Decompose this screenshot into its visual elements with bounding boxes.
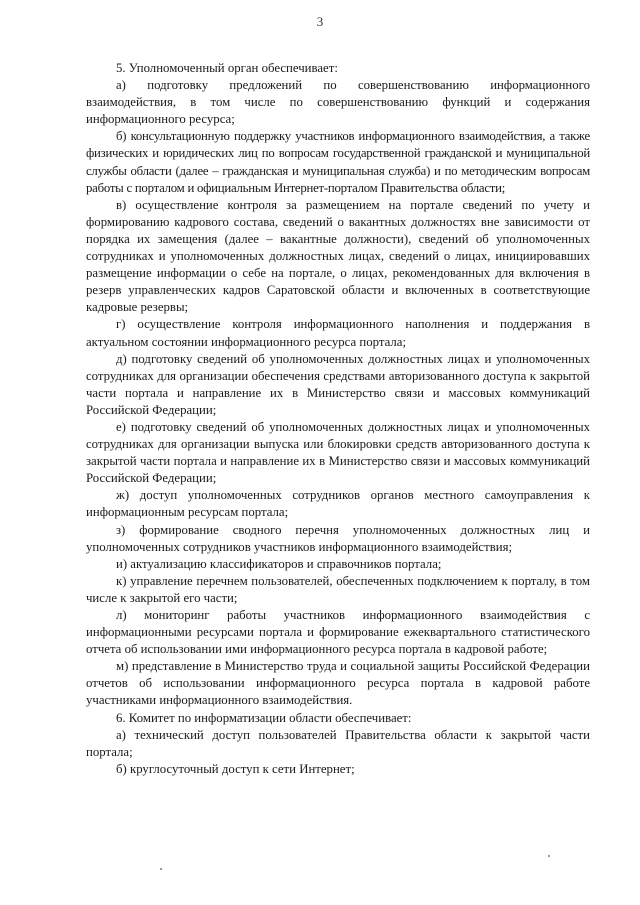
paragraph-6-heading: 6. Комитет по информатизации области обеспечивает: bbox=[116, 710, 412, 725]
paragraph-5l: л) мониторинг работы участников информационного взаимодействия с информационными ресурсами портала и формирование ежеквартального статистического отчета об использовании ими информационного ресурса портала в кадровой работе; bbox=[86, 608, 590, 657]
paragraph-6a: а) технический доступ пользователей Правительства области к закрытой части портала; bbox=[86, 727, 590, 759]
page-number: 3 bbox=[316, 14, 324, 29]
paragraph-5m: м) представление в Министерство труда и социальной защиты Российской Федерации отчетов об использовании информационного ресурса портала в кадровой работе участниками информационного взаимодействия. bbox=[86, 659, 590, 708]
paragraph-5i: и) актуализацию классификаторов и справочников портала; bbox=[116, 556, 442, 571]
scan-speck bbox=[160, 868, 162, 870]
paragraph-5-heading: 5. Уполномоченный орган обеспечивает: bbox=[116, 61, 338, 75]
paragraph-5k: к) управление перечнем пользователей, обеспеченных подключением к порталу, в том числе к закрытой его части; bbox=[86, 573, 590, 605]
paragraph-5e: е) подготовку сведений об уполномоченных должностных лицах и уполномоченных сотрудниках для организации выпуска или блокировки средств авторизованного доступа к закрытой части портала и направление их в Министерство связи и массовых коммуникаций Российской Федерации; bbox=[86, 419, 590, 486]
paragraph-5g: г) осуществление контроля информационного наполнения и поддержания в актуальном состоянии информационного ресурса портала; bbox=[86, 317, 590, 349]
paragraph-5zh: ж) доступ уполномоченных сотрудников органов местного самоуправления к информационным ресурсам портала; bbox=[86, 488, 590, 520]
paragraph-6b: б) круглосуточный доступ к сети Интернет; bbox=[116, 761, 355, 776]
paragraph-5v: в) осуществление контроля за размещением на портале сведений по учету и формированию кадрового состава, сведений о вакантных должностях вне зависимости от порядка их замещения (далее – вакантные должности), сведений об уполномоченных сотрудниках и уполномоченных должностных лицах, сведений о лицах, инициировавших размещение информации о себе на портале, о лицах, рекомендованных для включения в резерв управленческих кадров Саратовской области и включенных в соответствующие кадровые резервы; bbox=[86, 197, 590, 315]
paragraph-5b: б) консультационную поддержку участников информационного взаимодействия, а также физических и юридических лиц по вопросам государственной гражданской и муниципальной службы области (далее – гражданская и муниципальная служба) и по методическим вопросам работы с порталом и официальным Интернет-порталом Правительства области; bbox=[86, 129, 590, 195]
document-body bbox=[86, 60, 590, 778]
paragraph-5z: з) формирование сводного перечня уполномоченных должностных лиц и уполномоченных сотрудников участников информационного взаимодействия; bbox=[86, 522, 590, 554]
scan-speck bbox=[548, 855, 550, 857]
paragraph-5d: д) подготовку сведений об уполномоченных должностных лицах и уполномоченных сотрудниках для организации обеспечения средствами авторизованного доступа к закрытой части портала и направление их в Министерство связи и массовых коммуникаций Российской Федерации; bbox=[86, 351, 590, 417]
paragraph-5a: а) подготовку предложений по совершенствованию информационного взаимодействия, в том числе по совершенствованию функций и содержания информационного ресурса; bbox=[86, 78, 590, 127]
